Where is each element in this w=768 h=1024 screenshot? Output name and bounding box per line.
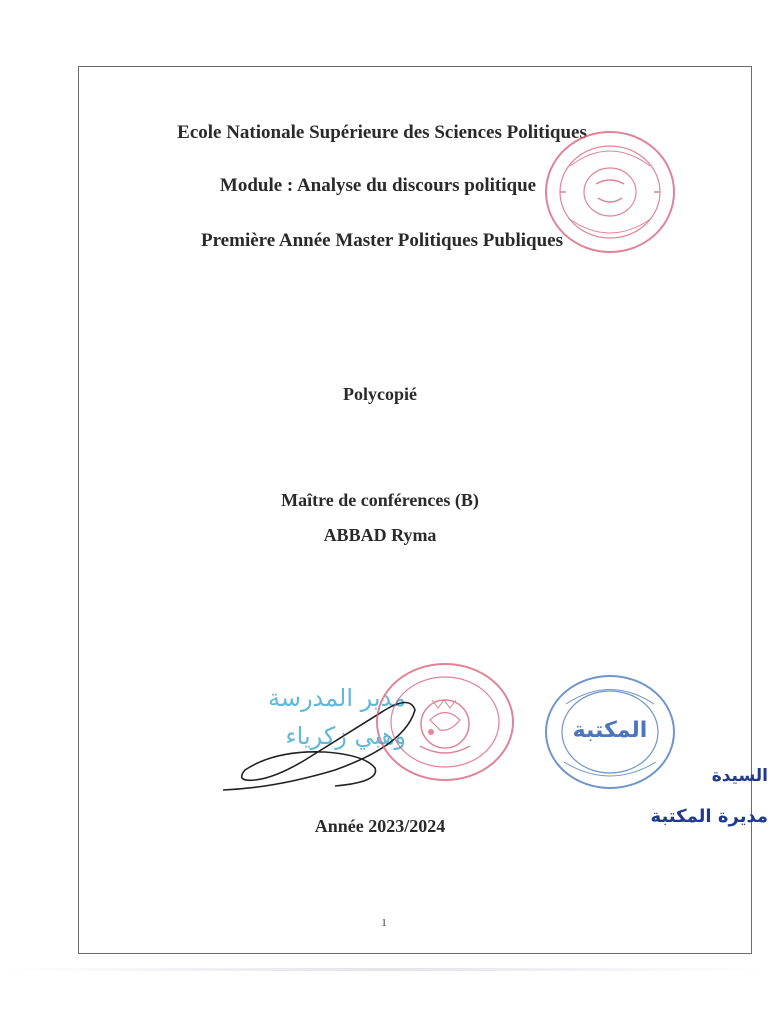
school-title: Ecole Nationale Supérieure des Sciences Politiques	[177, 122, 587, 143]
page-number: 1	[381, 917, 387, 929]
program-title: Première Année Master Politiques Publiques	[200, 230, 564, 251]
ministry-seal-stamp-icon	[370, 660, 520, 785]
director-text-line-1: مدير المدرسة	[267, 684, 406, 712]
school-seal-stamp-icon	[540, 126, 680, 256]
library-stamp-center-text: المكتبة	[572, 718, 648, 743]
scan-artifact	[0, 968, 768, 971]
author-rank: Maître de conférences (B)	[281, 490, 479, 510]
academic-year: Année 2023/2024	[314, 816, 446, 836]
library-signature-line-2: مديرة المكتبة	[650, 806, 768, 827]
director-text-line-2: وهبي زكرياء	[285, 722, 406, 750]
document-type: Polycopié	[343, 384, 417, 404]
module-title: Module : Analyse du discours politique	[219, 175, 537, 196]
author-name: ABBAD Ryma	[323, 525, 437, 545]
library-signature-line-1: السيدة	[711, 766, 768, 786]
